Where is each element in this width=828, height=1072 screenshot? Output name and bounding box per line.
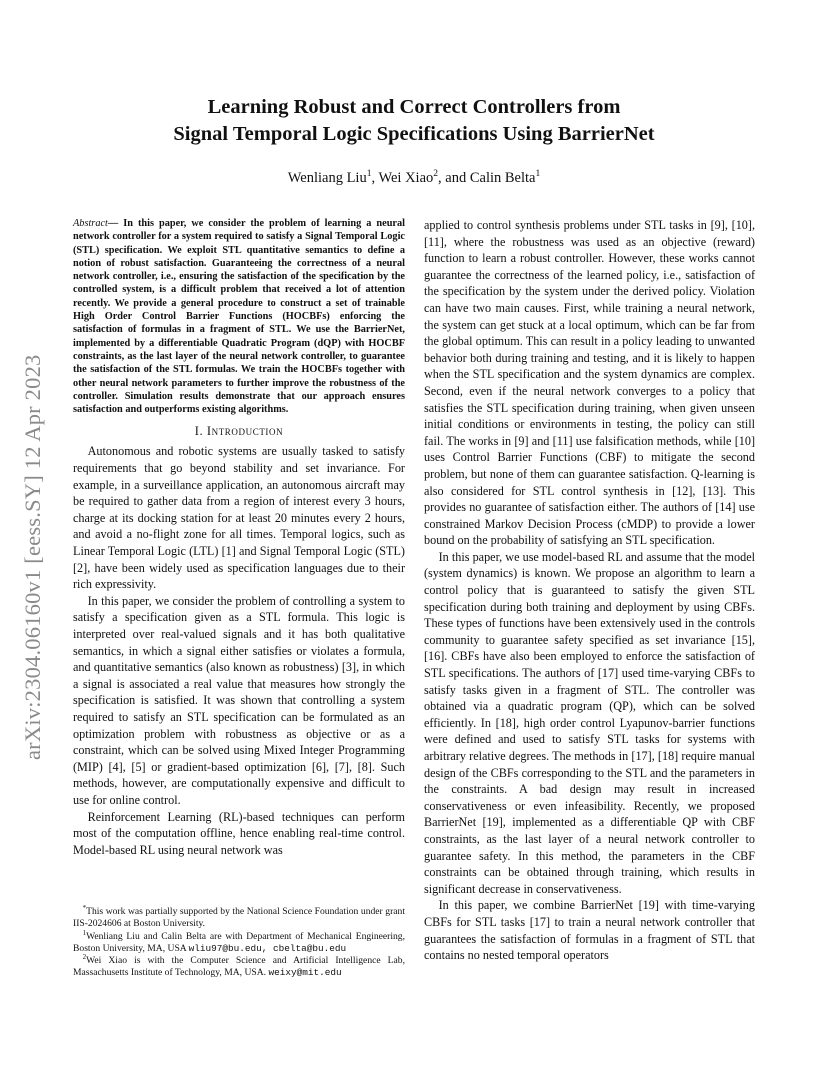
body-paragraph: Reinforcement Learning (RL)-based techniques can perform most of the computation offline, hence enabling real-time control. Model-based RL using neural network was (73, 809, 405, 857)
footnote-mark: 2 (82, 953, 87, 961)
body-paragraph: Autonomous and robotic systems are usually tasked to satisfy requirements that go beyond stability and set invariance. For example, in a surveillance application, an autonomous aircraft may be required to gather data from a region of interest every 3 hours, charge at its docking station for at least 20 minutes every 2 hours, and avoid a no-flight zone for all times. Temporal logics, such as Linear Temporal Logic (LTL) [1] and Signal Temporal Logic (STL) [2], have been widely used as specification languages due to their rich expressivity. (73, 444, 405, 592)
footnote-email[interactable]: weixy@mit.edu (268, 967, 342, 979)
right-column (424, 217, 755, 964)
section-heading-introduction: I. Introduction (194, 424, 284, 439)
abstract-label: Abstract (73, 218, 108, 229)
body-paragraph: applied to control synthesis problems under STL tasks in [9], [10], [11], where the robustness was used as an objective (reward) function to learn a robust controller. However, these works cannot guarantee the correctness of the learned policy, i.e., satisfaction of the specification by the system under the derived policy. Violation can have two main causes. First, while training a neural network, the system can get stuck at a local optimum, which can be far from the global optimum. This can result in a policy leading to unwanted behavior both during training and testing, and it is likely to happen when the STL specification and the system dynamics are complex. Second, even if the neural network converges to a policy that satisfies the STL specification during training, when given unseen initial conditions or environments in testing, the policy can still fail. The works in [9] and [11] use falsification methods, while [10] uses Control Barrier Functions (CBF) to mitigate the second problem, but none of them can guarantee satisfaction. Q-learning is also considered for STL control synthesis in [12], [13]. This provides no guarantee of satisfaction either. The authors of [14] use constrained Markov Decision Process (cMDP) to provide a lower bound on the probability of satisfying an STL specification. (424, 218, 755, 548)
abstract (73, 217, 405, 416)
author-name: Wenliang Liu (287, 170, 367, 186)
author-separator: , (371, 170, 379, 186)
body-paragraph: In this paper, we combine BarrierNet [19] with time-varying CBFs for STL tasks [17] to train a neural network controller that guarantees the satisfaction of formulas in a fragment of STL that contains no nested temporal operators (424, 898, 755, 963)
footnote-text: This work was partially supported by the National Science Foundation under grant IIS-2024606 at Boston University. (73, 906, 405, 930)
body-paragraph: In this paper, we consider the problem of controlling a system to satisfy a specification given as a STL formula. This logic is interpreted over real-valued signals and it has both qualitative semantics, in which a signal either satisfies or violates a formula, and quantitative semantics (also known as robustness) [3], in which a signal is associated a real value that measures how strongly the specification is satisfied. It was shown that controlling a system required to satisfy an STL specification can be formulated as an optimization problem with robustness as objective or as a constraint, which can be solved using Mixed Integer Programming (MIP) [4], [5] or gradient-based optimization [6], [7], [8]. Such methods, however, are computationally expensive and difficult to use for online control. (73, 593, 405, 807)
paper-title (60, 94, 768, 148)
footnote (73, 928, 405, 956)
footnote (73, 955, 405, 980)
author-separator: , and (438, 170, 470, 186)
footnote-text: Wenliang Liu and Calin Belta are with Department of Mechanical Engineering, Boston University, MA, USA (73, 930, 405, 954)
author-name: Calin Belta (469, 170, 536, 186)
footnote-mark: 1 (82, 928, 87, 937)
author-affiliation-mark: 2 (433, 169, 439, 180)
left-column (73, 217, 405, 858)
footnote-text: Wei Xiao is with the Computer Science and Artificial Intelligence Lab, Massachusetts Institute of Technology, MA, USA. (73, 955, 405, 979)
body-paragraph: In this paper, we use model-based RL and assume that the model (system dynamics) is known. We propose an algorithm to learn a control policy that is guaranteed to satisfy the given STL specification during both training and deployment by using CBFs. These types of functions have been extensively used in the controls community to guarantee safety specified as set invariance [15], [16]. CBFs have also been employed to enforce the satisfaction of STL specifications. The authors of [17] used time-varying CBFs to satisfy tasks given in a fragment of STL. The controller was obtained via a quadratic program (QP), which can be solved efficiently. In [18], high order control Lyapunov-barrier functions were defined and used to satisfy STL tasks for systems with arbitrary relative degrees. The methods in [17], [18] require manual design of the CBFs corresponding to the STL and the parameters in the constraints. A bad design may result in increased conservativeness or even infeasibility. Recently, we proposed BarrierNet [19], implemented as a differentiable QP with CBF constraints, as the last layer of a neural network controller to guarantee safety. In this method, the parameters in the CBF constraints can be obtained through training, which results in significant decrease in conservativeness. (424, 549, 755, 896)
abstract-text: — In this paper, we consider the problem of learning a neural network controller for a system required to satisfy a Signal Temporal Logic (STL) specification. We exploit STL quantitative semantics to define a notion of robust satisfaction. Guaranteeing the correctness of a neural network controller, i.e., ensuring the satisfaction of the specification by the controlled system, is a difficult problem that received a lot of attention recently. We provide a general procedure to construct a set of trainable High Order Control Barrier Functions (HOCBFs) enforcing the satisfaction of formulas in a fragment of STL. We use the BarrierNet, implemented by a differentiable Quadratic Program (dQP) with HOCBF constraints, as the last layer of the neural network controller, to guarantee the satisfaction of the STL formulas. We train the HOCBFs together with other neural network parameters to further improve the robustness of the controller. Simulation results demonstrate that our approach ensures satisfaction and outperforms existing algorithms. (73, 218, 405, 416)
arxiv-identifier-stamp: arXiv:2304.06160v1 [eess.SY] 12 Apr 2023 (20, 354, 45, 760)
author-affiliation-mark: 1 (366, 169, 372, 180)
author-list (60, 170, 768, 187)
title-line-1: Learning Robust and Correct Controllers from (207, 96, 621, 118)
author-affiliation-mark: 1 (535, 169, 541, 180)
footnotes (73, 903, 405, 980)
footnote-email[interactable]: wliu97@bu.edu, cbelta@bu.edu (188, 942, 347, 954)
footnote-mark: * (82, 903, 87, 912)
title-line-2: Signal Temporal Logic Specifications Using BarrierNet (173, 123, 655, 145)
footnote (73, 903, 405, 931)
author-name: Wei Xiao (378, 170, 434, 186)
